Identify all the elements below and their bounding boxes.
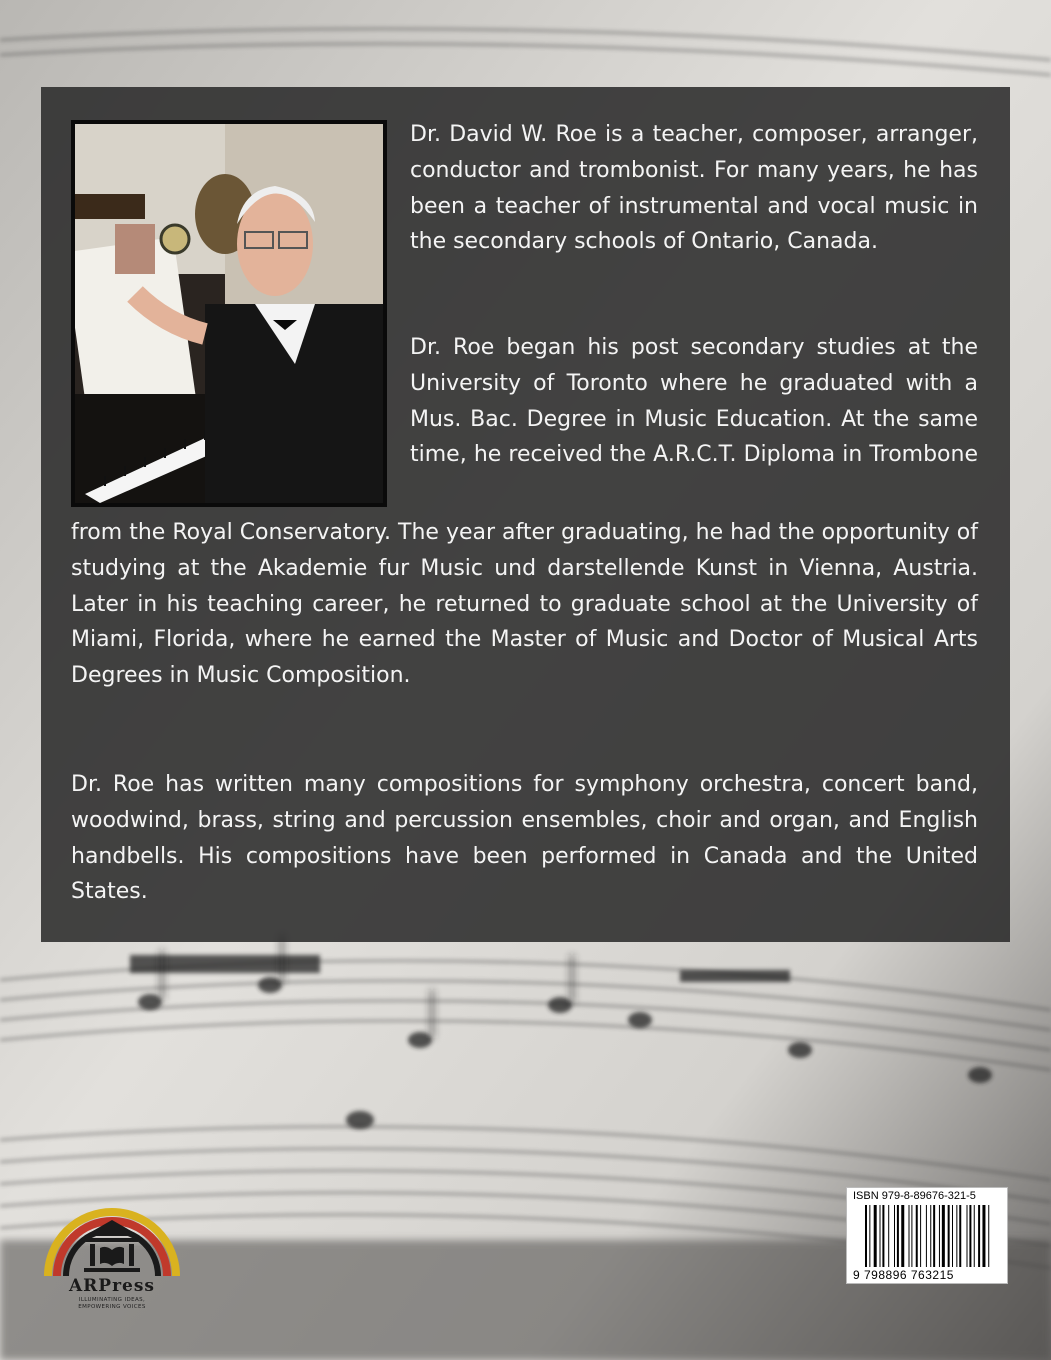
barcode-bars-icon	[865, 1205, 1003, 1267]
publisher-logo	[44, 1190, 180, 1320]
logo-tagline-2: EMPOWERING VOICES	[78, 1304, 146, 1310]
isbn-barcode	[846, 1187, 1008, 1284]
bio-paragraph-2-full-text: from the Royal Conservatory. The year after graduating, he had the opportunity of studying at the Akademie fur Music und darstellende Kunst in Vienna, Austria. Later in his teaching career, he returned to graduate school at the University of Miami, Florida, where he earned the Master of Music and Doctor of Musical Arts Degrees in Music Composition.	[71, 520, 978, 689]
logo-wordmark: ARPress	[68, 1276, 155, 1296]
bio-paragraph-2-wrap-text: Dr. Roe began his post secondary studies at the University of Toronto where he graduated with a Mus. Bac. Degree in Music Education. At the same time, he received the A.R.C.T. Diploma in Trombone	[410, 335, 978, 468]
logo-emblem-icon	[44, 1190, 180, 1282]
logo-tagline-1: ILLUMINATING IDEAS,	[78, 1297, 146, 1303]
bio-paragraph-3: Dr. Roe has written many compositions for symphony orchestra, concert band, woodwind, brass, string and percussion ensembles, choir and organ, and English handbells. His compositions have been performed in Canada and the United States.	[71, 772, 978, 905]
author-photo	[71, 120, 387, 507]
bio-paragraph-1: Dr. David W. Roe is a teacher, composer, arranger, conductor and trombonist. For many years, he has been a teacher of instrumental and vocal music in the secondary schools of Ontario, Canada.	[410, 122, 978, 255]
barcode-digits: 9 798896 763215	[853, 1268, 954, 1282]
isbn-label: ISBN 979-8-89676-321-5	[853, 1190, 976, 1202]
